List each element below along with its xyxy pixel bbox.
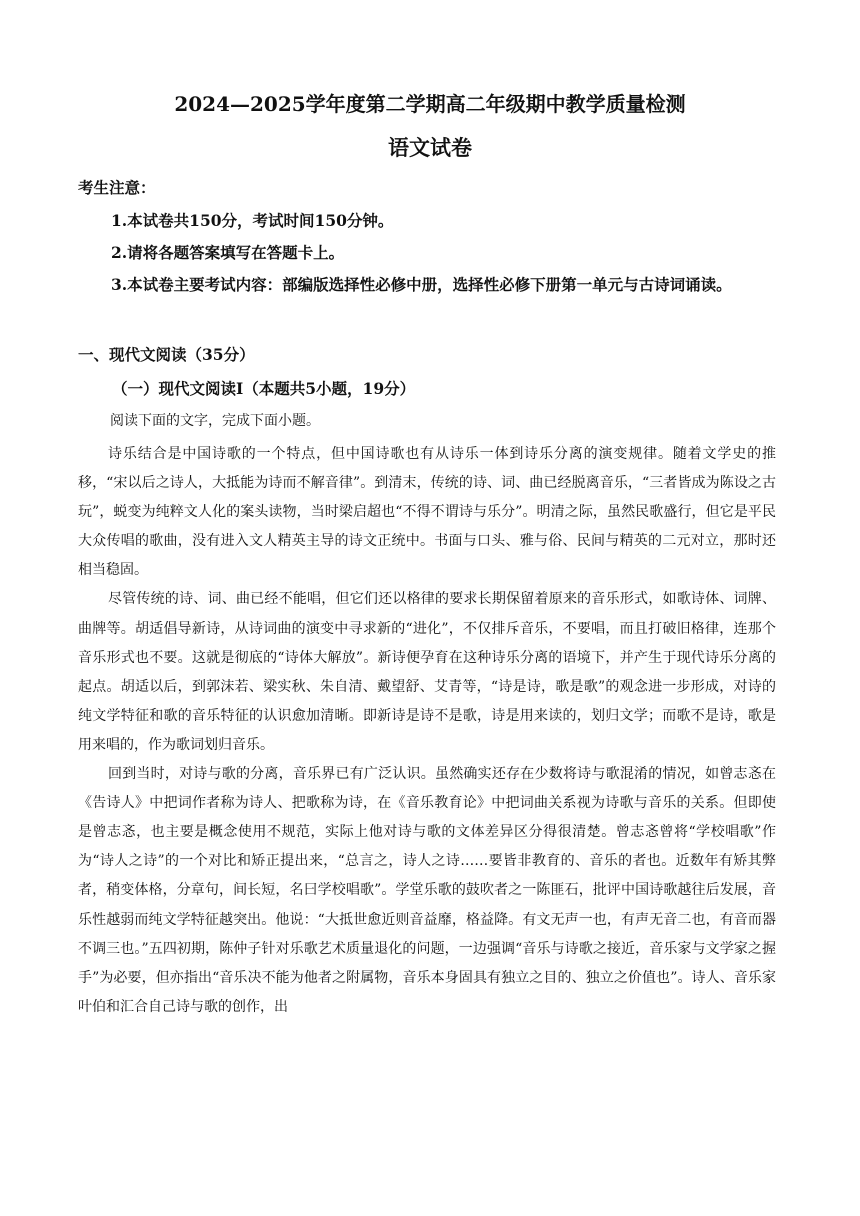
notice-list — [78, 205, 778, 301]
notice-item: 1.本试卷共150分，考试时间150分钟。 — [111, 211, 394, 230]
exam-title: 2024—2025学年度第二学期高二年级期中教学质量检测 — [174, 92, 686, 116]
exam-subtitle: 语文试卷 — [388, 135, 472, 160]
passage-paragraph: 尽管传统的诗、词、曲已经不能唱，但它们还以格律的要求长期保留着原来的音乐形式，如歌诗体、词牌、曲牌等。胡适倡导新诗，从诗词曲的演变中寻求新的“进化”，不仅排斥音乐，不要唱，而且打破旧格律，连那个音乐形式也不要。这就是彻底的“诗体大解放”。新诗便孕育在这种诗乐分离的语境下，并产生于现代诗乐分离的起点。胡适以后，到郭沫若、梁实秋、朱自清、戴望舒、艾青等，“诗是诗，歌是歌”的观念进一步形成，对诗的纯文学特征和歌的音乐特征的认识愈加清晰。即新诗是诗不是歌，诗是用来读的，划归文学；而歌不是诗，歌是用来唱的，作为歌词划归音乐。 — [78, 591, 776, 753]
passage-paragraph: 回到当时，对诗与歌的分离，音乐界已有广泛认识。虽然确实还存在少数将诗与歌混淆的情况，如曾志忞在《告诗人》中把词作者称为诗人、把歌称为诗，在《音乐教育论》中把词曲关系视为诗歌与音乐的关系。但即使是曾志忞，也主要是概念使用不规范，实际上他对诗与歌的文体差异区分得很清楚。曾志忞曾将“学校唱歌”作为“诗人之诗”的一个对比和矫正提出来，“总言之，诗人之诗……要皆非教育的、音乐的者也。近数年有矫其弊者，稍变体格，分章句，间长短，名曰学校唱歌”。学堂乐歌的鼓吹者之一陈匪石，批评中国诗歌越往后发展，音乐性越弱而纯文学特征越突出。他说：“大抵世愈近则音益靡，格益降。有文无声一也，有声无音二也，有音而器不调三也。”五四初期，陈仲子针对乐歌艺术质量退化的问题，一边强调“音乐与诗歌之接近，音乐家与文学家之握手”为必要，但亦指出“音乐决不能为他者之附属物，音乐本身固具有独立之目的、独立之价值也”。诗人、音乐家叶伯和汇合自己诗与歌的创作，出 — [78, 766, 777, 1015]
reading-instruction: 阅读下面的文字，完成下面小题。 — [110, 413, 320, 429]
notice-item: 2.请将各题答案填写在答题卡上。 — [111, 243, 345, 262]
reading-passage — [78, 440, 776, 1022]
section-heading: 一、现代文阅读（35分） — [78, 345, 255, 364]
passage-paragraph: 诗乐结合是中国诗歌的一个特点，但中国诗歌也有从诗乐一体到诗乐分离的演变规律。随着文学史的推移，“宋以后之诗人，大抵能为诗而不解音律”。到清末，传统的诗、词、曲已经脱离音乐，“三者皆成为陈设之古玩”，蜕变为纯粹文人化的案头读物，当时梁启超也“不得不谓诗与乐分”。明清之际，虽然民歌盛行，但它是平民大众传唱的歌曲，没有进入文人精英主导的诗文正统中。书面与口头、雅与俗、民间与精英的二元对立，那时还相当稳固。 — [78, 446, 776, 579]
notice-item: 3.本试卷主要考试内容：部编版选择性必修中册，选择性必修下册第一单元与古诗词诵读。 — [111, 275, 732, 294]
subsection-heading: （一）现代文阅读Ⅰ（本题共5小题，19分） — [112, 379, 416, 398]
notice-heading: 考生注意： — [78, 178, 156, 197]
